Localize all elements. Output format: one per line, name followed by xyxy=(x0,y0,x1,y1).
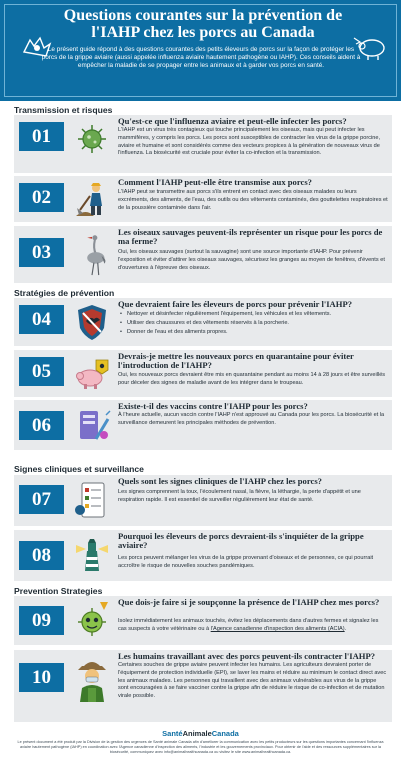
bullet-item: • Nettoyer et désinfecter régulièrement l'équipement, les véhicules et les vêtements. xyxy=(118,311,388,319)
logo-text-sante: Santé xyxy=(162,729,183,738)
question-text: Les humains travaillant avec des porcs peuvent-ils contracter l'IAHP? xyxy=(118,651,376,661)
question-text: Quels sont les signes cliniques de l'IAHP chez les porcs? xyxy=(118,476,322,486)
faq-item-01 xyxy=(14,115,392,173)
virus-icon xyxy=(72,119,112,159)
question-text: Que dois-je faire si je soupçonne la présence de l'IAHP chez mes porcs? xyxy=(118,597,380,607)
section-heading-strategies: Prevention Strategies xyxy=(14,586,103,596)
faq-item-08 xyxy=(14,530,392,581)
answer-text-start: Isolez immédiatement les animaux touchés, évitez les déplacements dans d'autres fermes et signalez les cas suspects à votre vétérinaire ou à xyxy=(118,618,379,632)
answer-text: L'IAHP peut se transmettre aux porcs s'ils entrent en contact avec des oiseaux malades ou leurs excréments, des aliments, de l'eau, des outils ou des vêtements contaminés, des gouttelettes respiratoires et de la poussière contaminée dans l'air. xyxy=(118,189,388,211)
faq-item-10 xyxy=(14,650,392,722)
answer-text: Certaines souches de grippe aviaire peuvent infecter les humains. Les agriculteurs devraient porter de l'équipement de protection individuelle (EPI), se laver les mains et réduire au minimum le contact direct avec les animaux malades. Les personnes qui travaillent avec des animaux vulnérables aux virus de la grippe sont encouragées à se faire vacciner contre la grippe afin de réduire le risque de co-infection et de mutation virale possible. xyxy=(118,662,387,700)
question-text: Existe-t-il des vaccins contre l'IAHP pour les porcs? xyxy=(118,401,308,411)
question-text: Les oiseaux sauvages peuvent-ils représenter un risque pour les porcs de ma ferme? xyxy=(118,227,383,247)
vaccine-icon xyxy=(72,405,112,445)
item-number: 01 xyxy=(19,122,64,151)
section-heading-prevention: Stratégies de prévention xyxy=(14,288,115,298)
answer-text xyxy=(118,618,388,634)
virus-alert-icon xyxy=(72,600,112,640)
answer-text: L'IAHP est un virus très contagieux qui touche principalement les oiseaux, mais qui peut infecter les mammifères, y compris les porcs. Les porcs sont susceptibles de contracter les virus de la grippe porcine, aviaire et humaine et sont considérés comme des vecteurs propices à la génération de nouveaux virus de l'influenza. La biosécurité est cruciale pour éviter la co-infection et la transmission. xyxy=(118,127,381,157)
logo-text-canada: Canada xyxy=(211,729,239,738)
answer-text: Oui, les oiseaux sauvages (surtout la sauvagine) sont une source importante d'IAHP. Pour prévenir l'exposition et éviter d'attirer les oiseaux sauvages, sécurisez les granges au moyen de fenêtres, d'évents et d'ouvertures à l'épreuve des oiseaux. xyxy=(118,249,385,271)
answer-text: Les signes comprennent la toux, l'écoulement nasal, la fièvre, la léthargie, la perte d'appétit et une respiration rapide. Il est essentiel de surveiller régulièrement leur état de santé. xyxy=(118,489,361,503)
answer-text-end: . xyxy=(344,625,347,632)
crane-bird-icon xyxy=(72,233,112,273)
faq-item-05 xyxy=(14,350,392,397)
pig-quarantine-icon xyxy=(72,354,112,394)
item-number: 02 xyxy=(19,183,64,212)
section-heading-clinical: Signes cliniques et surveillance xyxy=(14,464,144,474)
question-text: Que devraient faire les éleveurs de porcs pour prévenir l'IAHP? xyxy=(118,299,352,309)
faq-item-07 xyxy=(14,475,392,526)
section-heading-transmission: Transmission et risques xyxy=(14,105,113,115)
item-number: 08 xyxy=(19,541,64,570)
bullet-item: • Utiliser des chaussures et des vêtements réservés à la porcherie. xyxy=(118,320,388,328)
item-number: 09 xyxy=(19,606,64,635)
answer-text: À l'heure actuelle, aucun vaccin contre l'IAHP n'est approuvé au Canada pour les porcs. La biosécurité et la surveillance demeurent les principales méthodes de prévention. xyxy=(118,412,385,426)
header-banner xyxy=(0,0,401,101)
faq-item-02 xyxy=(14,176,392,222)
farmer-shovel-icon xyxy=(72,180,112,220)
question-text: Devrais-je mettre les nouveaux porcs en quarantaine pour éviter l'introduction de l'IAHP? xyxy=(118,351,354,371)
answer-text: Les porcs peuvent mélanger les virus de la grippe provenant d'oiseaux et de personnes, ce qui pourrait accroître le risque de nouvelles souches pandémiques. xyxy=(118,555,374,569)
question-text: Qu'est-ce que l'influenza aviaire et peut-elle infecter les porcs? xyxy=(118,116,347,126)
intro-text: Le présent guide répond à des questions courantes des petits éleveurs de porcs sur la façon de protéger les porcs de la grippe aviaire (aussi appelée influenza aviaire hautement pathogène ou IAHP). Ces conseils aident à empêcher la maladie de se propager entre les animaux et à garder vos porcs en santé. xyxy=(41,46,361,70)
item-number: 06 xyxy=(19,411,64,440)
answer-list xyxy=(118,311,388,337)
item-number: 07 xyxy=(19,485,64,514)
item-number: 03 xyxy=(19,238,64,267)
footer-disclaimer: Le présent document a été produit par la Division de la gestion des urgences de Santé animale Canada afin d'améliorer la communication avec les petits producteurs sur les questions importantes concernant l'influenza aviaire hautement pathogène (IAHP) en coordination avec l'Agence canadienne d'inspection des aliments, l'industrie et les gouvernements provinciaux. Pour obtenir de l'aide et des ressources supplémentaires sur la biosécurité, communiquez avec info@animalhealthcanada.ca ou visitez le site www.animalhealthcanada.ca. xyxy=(17,740,384,755)
faq-item-06 xyxy=(14,400,392,450)
logo-text-animale: Animale xyxy=(182,729,212,738)
bullet-item: • Donner de l'eau et des aliments propres. xyxy=(118,329,388,337)
item-number: 04 xyxy=(19,305,64,334)
cfia-link[interactable]: l'Agence canadienne d'inspection des aliments (ACIA) xyxy=(210,625,345,632)
answer-text: Oui, les nouveaux porcs devraient être mis en quarantaine pendant au moins 14 à 28 jours et être surveillés pour déceler des signes de maladie avant de les intégrer dans le troupeau. xyxy=(118,372,386,386)
question-text: Comment l'IAHP peut-elle être transmise aux porcs? xyxy=(118,177,312,187)
lighthouse-icon xyxy=(72,535,112,575)
faq-item-04 xyxy=(14,298,392,346)
checklist-icon xyxy=(72,480,112,520)
page-title: Questions courantes sur la prévention de l'IAHP chez les porcs au Canada xyxy=(63,7,343,41)
item-number: 10 xyxy=(19,663,64,692)
faq-item-03 xyxy=(14,226,392,283)
question-text: Pourquoi les éleveurs de porcs devraient-ils s'inquiéter de la grippe aviaire? xyxy=(118,531,364,551)
footer-logo xyxy=(0,729,401,738)
shield-no-bird-icon xyxy=(72,302,112,342)
farmer-mask-icon xyxy=(72,658,112,702)
item-number: 05 xyxy=(19,357,64,386)
faq-item-09 xyxy=(14,596,392,645)
